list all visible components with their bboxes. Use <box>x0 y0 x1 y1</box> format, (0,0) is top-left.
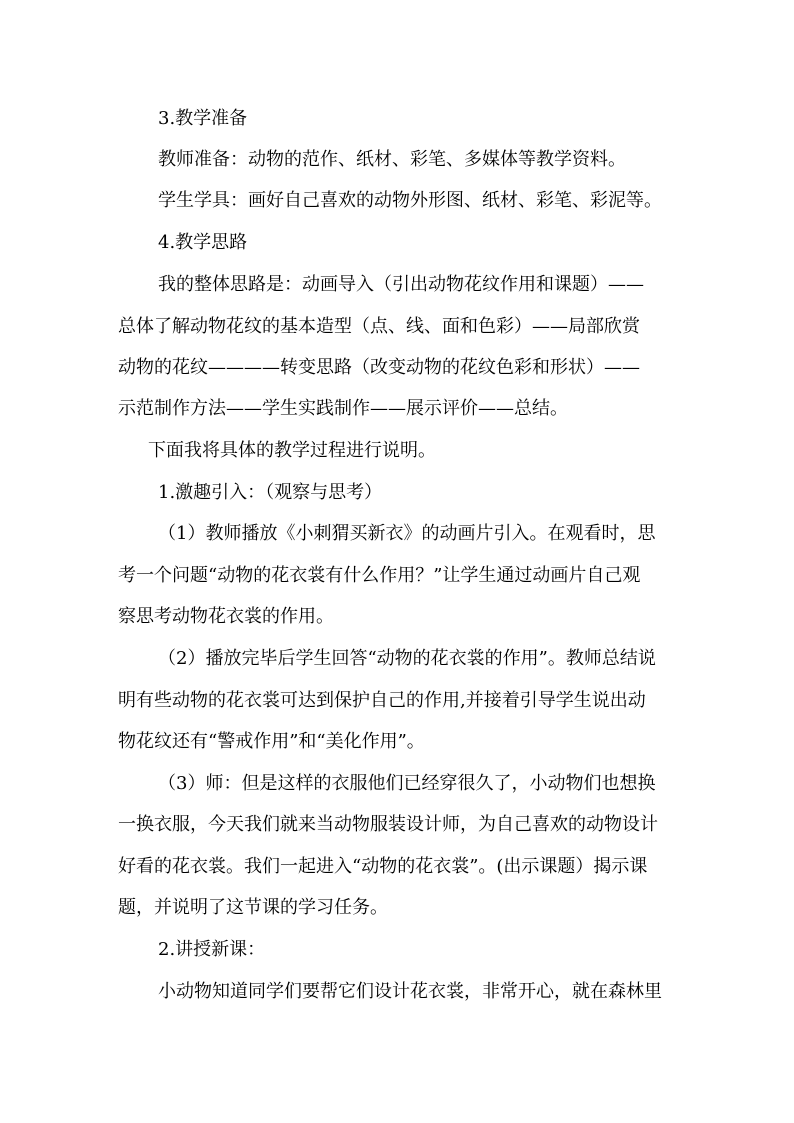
paragraph-line: 总体了解动物花纹的基本造型（点、线、面和色彩）——局部欣赏 <box>118 316 640 337</box>
heading-teaching-approach: 4.教学思路 <box>158 232 248 253</box>
paragraph-line: 察思考动物花衣裳的作用。 <box>118 606 334 627</box>
paragraph-line: 动物的花纹————转变思路（改变动物的花纹色彩和形状）—— <box>118 357 640 378</box>
paragraph-line: （1）教师播放《小刺猬买新衣》的动画片引入。在观看时，思 <box>158 523 656 544</box>
heading-new-lesson: 2.讲授新课： <box>158 939 266 960</box>
paragraph-line: （2）播放完毕后学生回答“动物的花衣裳的作用”。教师总结说 <box>158 648 656 669</box>
heading-introduction: 1.激趣引入：（观察与思考） <box>158 482 383 503</box>
paragraph-line: （3）师：但是这样的衣服他们已经穿很久了，小动物们也想换 <box>158 773 656 794</box>
paragraph-line: 考一个问题“动物的花衣裳有什么作用？”让学生通过动画片自己观 <box>118 565 641 586</box>
paragraph-line: 一换衣服，今天我们就来当动物服装设计师，为自己喜欢的动物设计 <box>118 814 658 835</box>
paragraph-line: 明有些动物的花衣裳可达到保护自己的作用,并接着引导学生说出动 <box>118 690 646 711</box>
heading-teaching-preparation: 3.教学准备 <box>158 108 248 129</box>
paragraph-line: 好看的花衣裳。我们一起进入“动物的花衣裳”。(出示课题）揭示课 <box>118 856 648 877</box>
paragraph-line: 教师准备：动物的范作、纸材、彩笔、多媒体等教学资料。 <box>158 149 626 170</box>
paragraph-line: 物花纹还有“警戒作用”和“美化作用”。 <box>118 731 425 752</box>
paragraph-line: 学生学具：画好自己喜欢的动物外形图、纸材、彩笔、彩泥等。 <box>158 190 662 211</box>
paragraph-line: 小动物知道同学们要帮它们设计花衣裳，非常开心，就在森林里 <box>158 981 662 1002</box>
paragraph-line: 题，并说明了这节课的学习任务。 <box>118 897 388 918</box>
paragraph-line: 我的整体思路是：动画导入（引出动物花纹作用和课题）—— <box>158 274 644 295</box>
paragraph-line: 下面我将具体的教学过程进行说明。 <box>148 440 436 461</box>
paragraph-line: 示范制作方法——学生实践制作——展示评价——总结。 <box>118 398 568 419</box>
